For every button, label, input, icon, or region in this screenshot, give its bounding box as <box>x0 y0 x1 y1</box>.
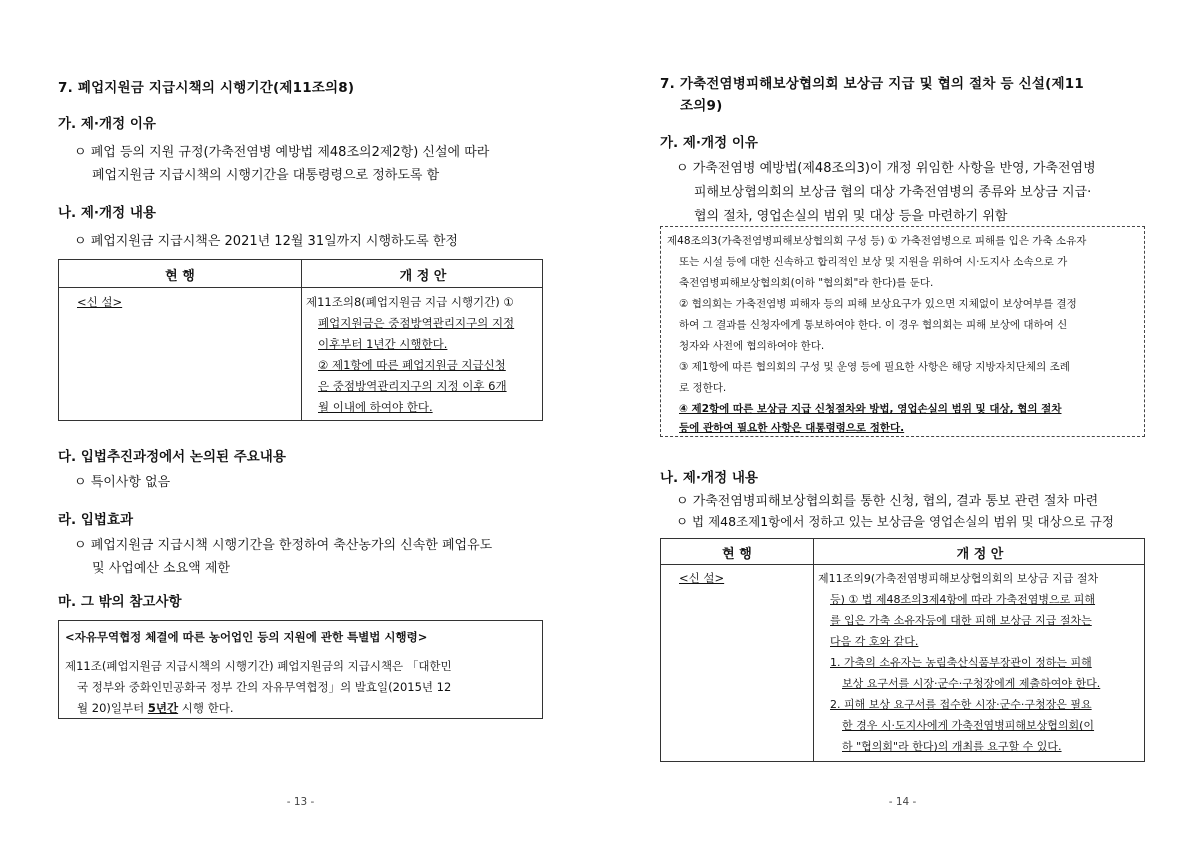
revised-line: 2. 피해 보상 요구서를 접수한 시장·군수·구청장은 필요 <box>830 698 1092 711</box>
revised-line: 1. 가축의 소유자는 농림축산식품부장관이 정하는 피해 <box>830 656 1092 669</box>
revised-line: 등) ① 법 제48조의3제4항에 따라 가축전염병으로 피해 <box>830 593 1096 606</box>
revised-line: 이후부터 1년간 시행한다. <box>318 337 448 351</box>
revised-line: 하 "협의회"라 한다)의 개최를 요구할 수 있다. <box>842 740 1062 753</box>
content-line: ㅇ 폐업지원금 지급시책은 2021년 12월 31일까지 시행하도록 한정 <box>74 234 458 249</box>
reason-line: 폐업지원금 지급시책의 시행기간을 대통령령으로 정하도록 함 <box>92 168 440 183</box>
content-line: ㅇ 가축전염병피해보상협의회를 통한 신청, 협의, 결과 통보 관련 절차 마련 <box>676 494 1099 509</box>
col-current-header: 현 행 <box>722 547 752 562</box>
reason-line: ㅇ 폐업 등의 지원 규정(가축전염병 예방법 제48조의2제2항) 신설에 따라 <box>74 145 490 160</box>
col-current-cell: <신 설> <box>679 571 725 585</box>
revised-line: 한 경우 시·도지사에게 가축전염병피해보상협의회(이 <box>842 719 1095 732</box>
law-line: ③ 제1항에 따른 협의회의 구성 및 운영 등에 필요한 사항은 해당 지방자치단체의 조례 <box>679 361 1070 373</box>
revised-line: ② 제1항에 따른 폐업지원금 지급신청 <box>318 358 506 372</box>
law-line: 또는 시설 등에 대한 신속하고 합리적인 보상 및 지원을 위하여 시·도지사 소속으로 가 <box>679 256 1068 268</box>
reference-box <box>58 620 543 719</box>
page-number: - 14 - <box>888 796 917 808</box>
reference-text: 월 20)일부터 <box>77 701 148 715</box>
reference-heading: 마. 그 밖의 참고사항 <box>58 594 182 610</box>
discussion-heading: 다. 입법추진과정에서 논의된 주요내용 <box>58 449 286 465</box>
content-heading: 나. 제·개정 내용 <box>58 205 156 221</box>
section-title: 7. 폐업지원금 지급시책의 시행기간(제11조의8) <box>58 80 355 96</box>
law-line: 하여 그 결과를 신청자에게 통보하여야 한다. 이 경우 협의회는 피해 보상에 대하여 신 <box>679 319 1068 331</box>
content-line: ㅇ 법 제48조제1항에서 정하고 있는 보상금을 영업손실의 범위 및 대상으로 규정 <box>676 514 1114 529</box>
reason-heading: 가. 제·개정 이유 <box>58 116 156 132</box>
effect-heading: 라. 입법효과 <box>58 512 134 528</box>
col-revised-header: 개 정 안 <box>956 547 1004 562</box>
reason-line: 협의 절차, 영업손실의 범위 및 대상 등을 마련하기 위함 <box>694 209 1008 224</box>
revised-line: 폐업지원금은 중점방역관리지구의 지정 <box>318 316 515 330</box>
content-heading: 나. 제·개정 내용 <box>660 470 758 486</box>
law-excerpt-box <box>660 226 1145 437</box>
discussion-line: ㅇ 특이사항 없음 <box>74 475 171 490</box>
col-revised-header: 개 정 안 <box>399 269 447 284</box>
reference-line <box>77 700 234 716</box>
reference-line: 국 정부와 중화인민공화국 정부 간의 자유무역협정」의 발효일(2015년 12 <box>77 680 452 694</box>
effect-line: 및 사업예산 소요액 제한 <box>92 561 230 576</box>
law-line-emphasis: ④ 제2항에 따른 보상금 지급 신청절차와 방법, 영업손실의 범위 및 대상, 협의 절차 <box>679 403 1062 415</box>
col-current-header: 현 행 <box>165 269 195 284</box>
revised-line: 보상 요구서를 시장·군수·구청장에게 제출하여야 한다. <box>842 677 1101 690</box>
col-current-cell: <신 설> <box>77 295 123 309</box>
reference-title: <자유무역협정 체결에 따른 농어업인 등의 지원에 관한 특별법 시행령> <box>65 630 428 644</box>
law-line-emphasis: 등에 관하여 필요한 사항은 대통령령으로 정한다. <box>679 422 905 434</box>
reference-text: 시행 한다. <box>178 701 234 715</box>
reason-heading: 가. 제·개정 이유 <box>660 135 758 151</box>
revised-line: 다음 각 호와 같다. <box>830 635 919 648</box>
revised-line: 월 이내에 하여야 한다. <box>318 400 433 414</box>
law-line: 축전염병피해보상협의회(이하 "협의회"라 한다)를 둔다. <box>679 277 934 289</box>
left-page <box>58 0 548 848</box>
effect-line: ㅇ 폐업지원금 지급시책 시행기간을 한정하여 축산농가의 신속한 폐업유도 <box>74 538 493 553</box>
section-title-cont: 조의9) <box>680 98 723 114</box>
reference-line: 제11조(폐업지원금 지급시책의 시행기간) 폐업지원금의 지급시책은 「대한민 <box>65 659 452 673</box>
law-line: 청자와 사전에 협의하여야 한다. <box>679 340 825 352</box>
revised-line: 은 중점방역관리지구의 지정 이후 6개 <box>318 379 507 393</box>
section-title: 7. 가축전염병피해보상협의회 보상금 지급 및 협의 절차 등 신설(제11 <box>660 76 1084 92</box>
law-line: 로 정한다. <box>679 382 727 394</box>
law-line: ② 협의회는 가축전염병 피해자 등의 피해 보상요구가 있으면 지체없이 보상여부를 결정 <box>679 298 1077 310</box>
revised-line: 제11조의9(가축전염병피해보상협의회의 보상금 지급 절차 <box>818 572 1099 585</box>
revised-line: 제11조의8(폐업지원금 지급 시행기간) ① <box>306 295 514 309</box>
right-page <box>660 0 1150 848</box>
reason-line: ㅇ 가축전염병 예방법(제48조의3)이 개정 위임한 사항을 반영, 가축전염병 <box>676 161 1096 176</box>
revised-line: 를 입은 가축 소유자등에 대한 피해 보상금 지급 절차는 <box>830 614 1092 627</box>
comparison-table <box>660 538 1145 762</box>
page-number: - 13 - <box>286 796 315 808</box>
reason-line: 피해보상협의회의 보상금 협의 대상 가축전염병의 종류와 보상금 지급· <box>694 185 1092 200</box>
law-line: 제48조의3(가축전염병피해보상협의회 구성 등) ① 가축전염병으로 피해를 입은 가축 소유자 <box>667 235 1087 247</box>
reference-emphasis: 5년간 <box>147 701 179 715</box>
comparison-table <box>58 259 543 421</box>
table-divider <box>301 260 302 420</box>
table-divider <box>813 539 814 761</box>
